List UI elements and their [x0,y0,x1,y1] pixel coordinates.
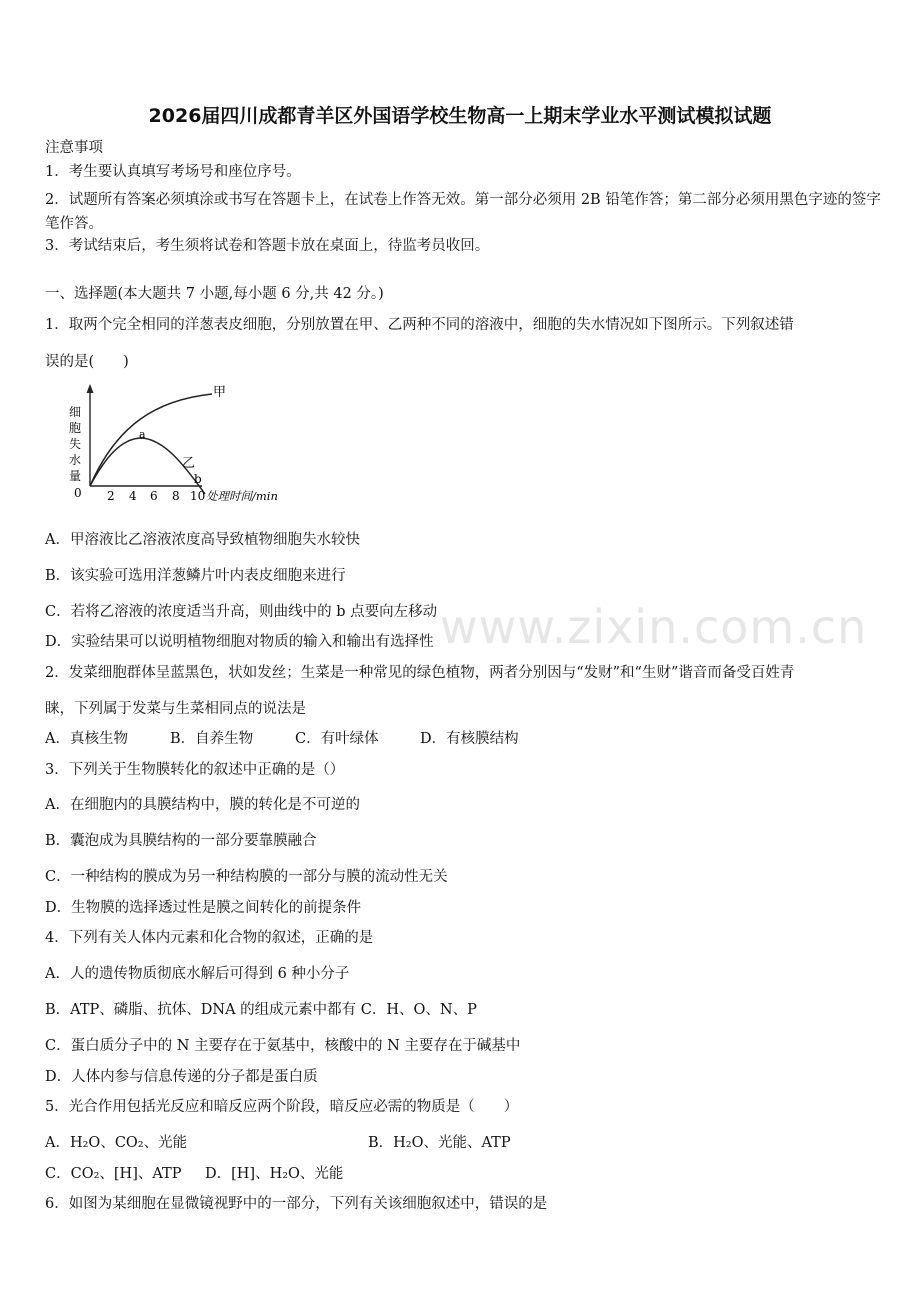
q1-figure [62,382,322,514]
q1-curve-jia-label: 甲 [213,385,227,400]
q1-figure-xtick-10: 10 [190,489,206,503]
q5-option-c[interactable]: C．CO₂、[H]、ATP [45,1166,182,1182]
q5-stem: 5．光合作用包括光反应和暗反应两个阶段，暗反应必需的物质是（ ） [45,1099,519,1115]
q1-stem-line2: 误的是( ) [45,354,129,370]
watermark: www.zixin.com.cn [440,600,868,654]
q1-figure-origin: 0 [74,486,82,500]
q2-option-a[interactable]: A．真核生物 [45,731,128,747]
q5-option-d[interactable]: D．[H]、H₂O、光能 [205,1166,344,1182]
q3-stem: 3．下列关于生物膜转化的叙述中正确的是（） [45,762,345,778]
q1-figure-ylabel-1: 细 [69,405,82,419]
q4-option-a[interactable]: A．人的遗传物质彻底水解后可得到 6 种小分子 [45,966,350,982]
q1-figure-ylabel-2: 胞 [69,421,82,435]
q3-option-b[interactable]: B．囊泡成为具膜结构的一部分要靠膜融合 [45,833,317,849]
q1-figure-y-arrow [87,384,94,393]
q4-option-c[interactable]: C．蛋白质分子中的 N 主要存在于氨基中，核酸中的 N 主要存在于碱基中 [45,1038,521,1054]
q2-stem-line2: 睐，下列属于发菜与生菜相同点的说法是 [45,701,306,717]
notice-item-3: 3．考试结束后，考生须将试卷和答题卡放在桌面上，待监考员收回。 [45,238,490,254]
q1-option-a[interactable]: A．甲溶液比乙溶液浓度高导致植物细胞失水较快 [45,532,360,548]
q1-figure-ylabel-3: 失 [69,437,82,451]
q6-stem: 6．如图为某细胞在显微镜视野中的一部分，下列有关该细胞叙述中，错误的是 [45,1196,548,1212]
q1-figure-xtick-8: 8 [172,489,180,503]
q1-curve-yi-label: 乙 [182,456,196,471]
notice-item-2: 2．试题所有答案必须填涂或书写在答题卡上，在试卷上作答无效。第一部分必须用 2B 铅笔作答；第二部分必须用黑色字迹的签字笔作答。 [45,192,881,232]
section-heading: 一、选择题(本大题共 7 小题,每小题 6 分,共 42 分。) [45,286,384,302]
q1-figure-xtick-2: 2 [107,489,115,503]
q1-option-b[interactable]: B．该实验可选用洋葱鳞片叶内表皮细胞来进行 [45,568,346,584]
q4-option-d[interactable]: D．人体内参与信息传递的分子都是蛋白质 [45,1069,318,1085]
q1-option-c[interactable]: C．若将乙溶液的浓度适当升高，则曲线中的 b 点要向左移动 [45,604,438,620]
q2-option-d[interactable]: D．有核膜结构 [420,731,519,747]
q1-point-a-label: a [139,428,146,441]
notice-heading: 注意事项 [45,140,103,156]
q2-option-b[interactable]: B．自养生物 [170,731,254,747]
q3-option-c[interactable]: C．一种结构的膜成为另一种结构膜的一部分与膜的流动性无关 [45,869,448,885]
q1-figure-xtick-6: 6 [150,489,158,503]
notice-item-1: 1．考生要认真填写考场号和座位序号。 [45,164,301,180]
q1-point-b-label: b [194,472,202,486]
q4-option-b[interactable]: B．ATP、磷脂、抗体、DNA 的组成元素中都有 C．H、O、N、P [45,1002,477,1018]
q3-option-a[interactable]: A．在细胞内的具膜结构中，膜的转化是不可逆的 [45,797,360,813]
q1-option-d[interactable]: D．实验结果可以说明植物细胞对物质的输入和输出有选择性 [45,634,434,650]
q1-figure-ylabel-5: 量 [69,469,82,483]
q4-stem: 4．下列有关人体内元素和化合物的叙述，正确的是 [45,930,374,946]
q2-stem-line1: 2．发菜细胞群体呈蓝黑色，状如发丝；生菜是一种常见的绿色植物，两者分别因与“发财”和“生财”谐音而备受百姓青 [45,665,795,681]
q5-option-a[interactable]: A．H₂O、CO₂、光能 [45,1135,188,1151]
q5-option-b[interactable]: B．H₂O、光能、ATP [368,1135,511,1151]
page-title: 2026届四川成都青羊区外国语学校生物高一上期末学业水平测试模拟试题 [148,105,772,127]
q3-option-d[interactable]: D．生物膜的选择透过性是膜之间转化的前提条件 [45,900,362,916]
q1-stem-line1: 1．取两个完全相同的洋葱表皮细胞，分别放置在甲、乙两种不同的溶液中，细胞的失水情况如下图所示。下列叙述错 [45,317,794,333]
q1-figure-ylabel-4: 水 [69,453,82,467]
q2-option-c[interactable]: C．有叶绿体 [295,731,379,747]
q1-figure-xtick-4: 4 [129,489,137,503]
q1-figure-xlabel: 处理时间/min [206,489,278,503]
